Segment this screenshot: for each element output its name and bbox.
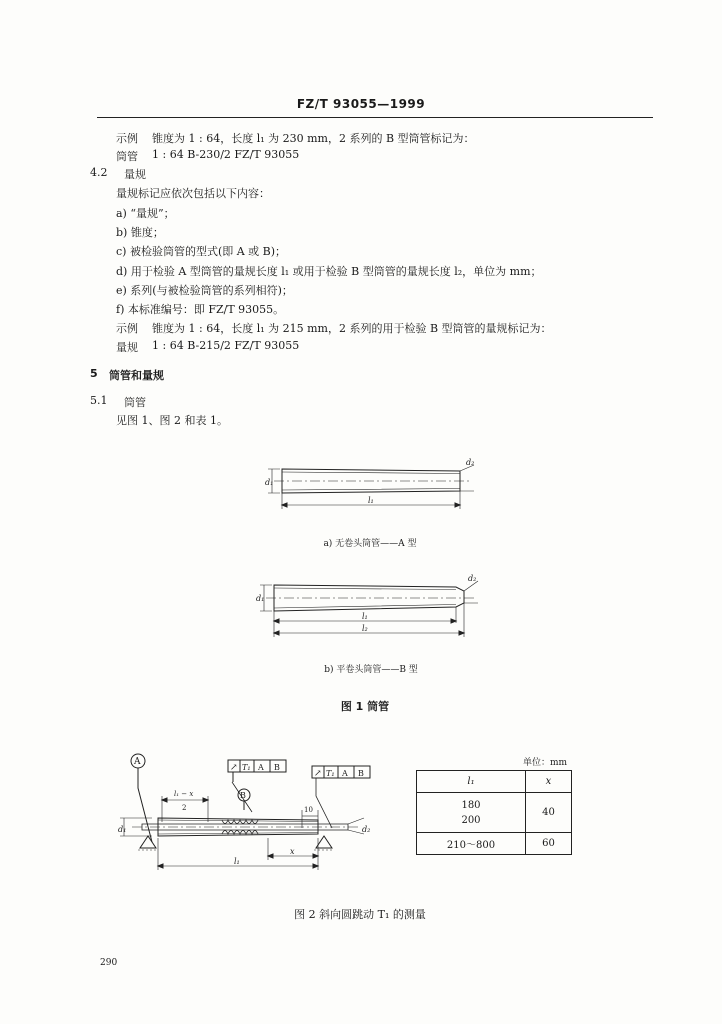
example-1-mark-label: 筒管 <box>116 150 138 163</box>
list-item-f: f) 本标准编号：即 FZ/T 93055。 <box>116 303 285 316</box>
section-5-title: 筒管和量规 <box>109 369 164 382</box>
example-1-label: 示例 <box>116 132 138 145</box>
figure-1b-caption: b) 平卷头筒管——B 型 <box>324 665 418 675</box>
frame-2-datum-b: B <box>358 769 364 778</box>
section-5-number: 5 <box>90 367 98 380</box>
example-2-mark-label: 量规 <box>116 341 138 354</box>
frame-2-datum-a: A <box>342 769 348 778</box>
frame-1-tolerance: T₁ <box>242 763 251 772</box>
table-1-unit: 单位：mm <box>523 758 568 768</box>
dim-x-label: x <box>290 847 295 856</box>
example-1-mark: 1 : 64 B-230/2 FZ/T 93055 <box>152 148 300 161</box>
figure-1b-l1-label: l₁ <box>362 612 368 621</box>
table-1 <box>416 770 572 855</box>
table-1-row-2-l1: 210～800 <box>417 833 526 855</box>
figure-1b-tube-b-drawing <box>256 573 486 645</box>
table-1-row-1-l1-a: 180 <box>461 799 481 811</box>
dim-l1-minus-x: l₁ − x <box>174 790 194 798</box>
dim-l1-label: l₁ <box>234 857 240 866</box>
list-item-e: e) 系列(与被检验筒管的系列相符)； <box>116 284 293 297</box>
figure-1a-l1-label: l₁ <box>368 496 374 505</box>
example-1-text: 锥度为 1 : 64，长度 l₁ 为 230 mm，2 系列的 B 型筒管标记为： <box>152 132 475 145</box>
figure-1a-caption: a) 无卷头筒管——A 型 <box>323 539 417 549</box>
figure-2-title: 图 2 斜向圆跳动 T₁ 的测量 <box>294 908 426 921</box>
table-1-row-1-l1 <box>417 793 526 833</box>
frame-1-datum-b: B <box>274 763 280 772</box>
frame-1-symbol: ↗ <box>230 763 238 773</box>
section-4-2-title: 量规 <box>124 168 146 181</box>
page-number: 290 <box>100 958 118 968</box>
table-1-row-2-x: 60 <box>526 833 572 855</box>
example-2-label: 示例 <box>116 322 138 335</box>
datum-b-label: B <box>240 791 246 800</box>
section-5-1-number: 5.1 <box>90 394 108 407</box>
dim-10-label: 10 <box>304 806 313 814</box>
list-item-d: d) 用于检验 A 型筒管的量规长度 l₁ 或用于检验 B 型筒管的量规长度 l₂，单位为 mm； <box>116 265 542 278</box>
figure-1b-d2-label: d₂ <box>468 574 477 583</box>
figure-1a-d1-label: d₁ <box>265 478 274 487</box>
list-item-c: c) 被检验筒管的型式(即 A 或 B)； <box>116 245 287 258</box>
section-5-1-text: 见图 1、图 2 和表 1。 <box>116 414 228 427</box>
frame-2-symbol: ↗ <box>314 769 322 779</box>
example-2-text: 锥度为 1 : 64，长度 l₁ 为 215 mm，2 系列的用于检验 B 型筒管的量规标记为： <box>152 322 552 335</box>
figure-1a-d2-label: d₂ <box>466 458 475 467</box>
table-1-header-l1: l₁ <box>417 771 526 793</box>
section-4-2-intro: 量规标记应依次包括以下内容： <box>116 187 270 200</box>
list-item-b: b) 锥度； <box>116 226 164 239</box>
header-rule <box>97 117 653 118</box>
figure-1b-l2-label: l₂ <box>362 624 368 633</box>
figure-2-d2-label: d₂ <box>362 825 371 834</box>
page-header: FZ/T 93055—1999 <box>296 97 426 111</box>
dim-half-denominator: 2 <box>182 804 187 812</box>
datum-a-label: A <box>134 757 141 767</box>
figure-1a-tube-a-drawing <box>260 455 480 525</box>
figure-2-d1-label: d₁ <box>118 825 127 834</box>
section-5-1-title: 筒管 <box>124 396 146 409</box>
example-2-mark: 1 : 64 B-215/2 FZ/T 93055 <box>152 339 300 352</box>
table-1-row-1-x: 40 <box>526 793 572 833</box>
figure-1-title: 图 1 筒管 <box>340 700 390 713</box>
frame-1-datum-a: A <box>258 763 264 772</box>
section-4-2-number: 4.2 <box>90 166 108 179</box>
frame-2-tolerance: T₁ <box>326 769 335 778</box>
table-1-row-1-l1-b: 200 <box>461 814 481 826</box>
table-1-header-x: x <box>526 771 572 793</box>
list-item-a: a) “量规”； <box>116 207 175 220</box>
figure-1b-d1-label: d₁ <box>256 594 265 603</box>
figure-2-measurement-drawing <box>118 752 378 878</box>
